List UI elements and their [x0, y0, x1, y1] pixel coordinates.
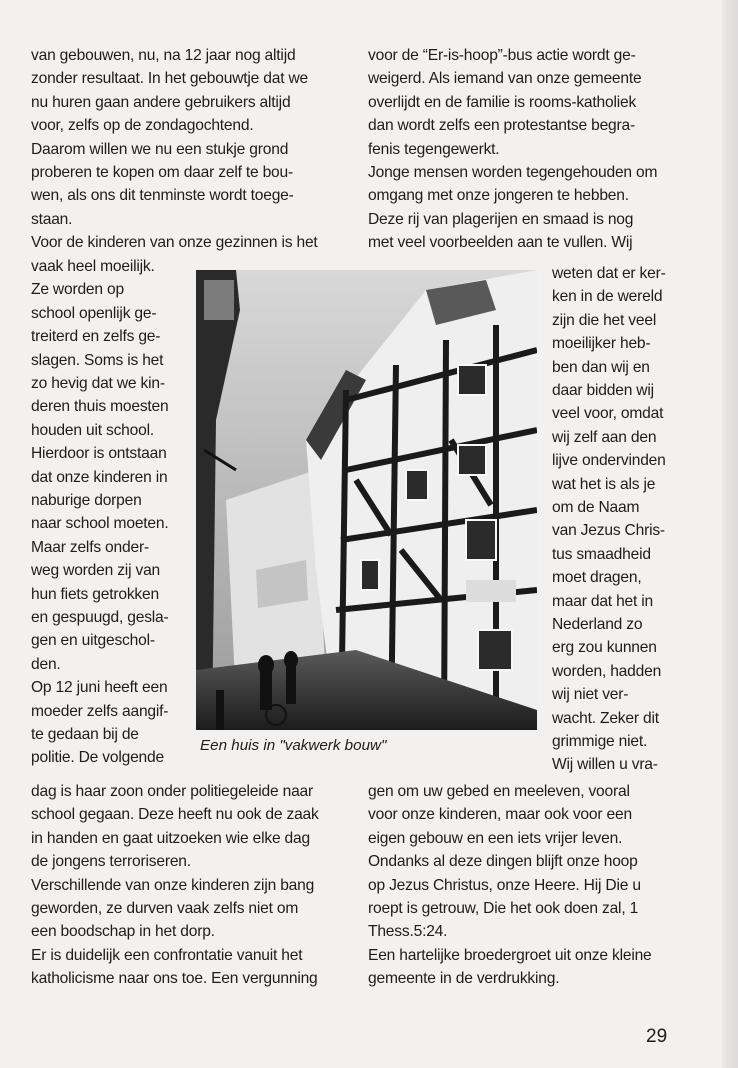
left-wrap-line: moeder zelfs aangif-	[31, 702, 169, 720]
left-wrap-line: Ze worden op	[31, 281, 124, 299]
left-wrap-line: deren thuis moesten	[31, 398, 169, 416]
right-wrap-line: Wij willen u vra-	[552, 756, 658, 774]
right-wrap-line: moet dragen,	[552, 569, 642, 587]
left-column-line: een boodschap in het dorp.	[31, 923, 215, 941]
right-column-line: gemeente in de verdrukking.	[368, 970, 560, 988]
right-column-line: gen om uw gebed en meeleven, vooral	[368, 783, 630, 800]
right-column-line: Jonge mensen worden tegengehouden om	[368, 164, 658, 181]
right-wrap-line: ken in de wereld	[552, 288, 663, 306]
right-column-line: overlijdt en de familie is rooms-katholiek	[368, 93, 637, 111]
right-wrap-line: tus smaadheid	[552, 545, 651, 563]
right-column-line: met veel voorbeelden aan te vullen. Wij	[368, 234, 633, 252]
left-column-line: voor, zelfs op de zondagochtend.	[31, 117, 254, 135]
right-wrap-line: wij zelf aan den	[552, 428, 657, 446]
right-wrap-line: om de Naam	[552, 499, 640, 516]
half-timbered-house-photo	[196, 270, 537, 730]
left-column-line: Daarom willen we nu een stukje grond	[31, 140, 289, 158]
left-wrap-line: weg worden zij van	[31, 562, 161, 580]
photo-illustration	[196, 270, 537, 730]
right-wrap-line: wat het is als je	[552, 475, 656, 493]
left-column-line: van gebouwen, nu, na 12 jaar nog altijd	[31, 47, 296, 64]
right-column-line: omgang met onze jongeren te hebben.	[368, 187, 629, 205]
left-wrap-line: en gespuugd, gesla-	[31, 609, 169, 626]
right-column-line: voor de “Er-is-hoop”-bus actie wordt ge-	[368, 47, 636, 64]
right-wrap-line: daar bidden wij	[552, 382, 654, 399]
left-wrap-line: den.	[31, 655, 61, 673]
left-column-line: nu huren gaan andere gebruikers altijd	[31, 93, 291, 111]
left-wrap-line: school openlijk ge-	[31, 304, 157, 322]
left-column-line: de jongens terroriseren.	[31, 853, 191, 871]
left-column-line: in handen en gaat uitzoeken wie elke dag	[31, 829, 310, 847]
right-wrap-line: wij niet ver-	[552, 686, 629, 704]
left-column-line: staan.	[31, 210, 73, 228]
left-wrap-line: politie. De volgende	[31, 749, 164, 767]
right-column-line: weigerd. Als iemand van onze gemeente	[368, 70, 642, 88]
right-wrap-line: wacht. Zeker dit	[552, 709, 659, 727]
left-wrap-line: hun fiets getrokken	[31, 585, 159, 603]
left-column-line: Er is duidelijk een confrontatie vanuit het	[31, 946, 303, 964]
left-wrap-line: slagen. Soms is het	[31, 351, 164, 369]
left-wrap-line: Op 12 juni heeft een	[31, 679, 168, 697]
right-column-line: Thess.5:24.	[368, 923, 448, 941]
left-wrap-line: Maar zelfs onder-	[31, 538, 149, 556]
left-wrap-line: naburige dorpen	[31, 492, 142, 509]
right-column-line: fenis tegengewerkt.	[368, 140, 500, 158]
left-wrap-line: gen en uitgeschol-	[31, 632, 155, 650]
left-wrap-line: te gedaan bij de	[31, 726, 139, 743]
left-column-line: geworden, ze durven vaak zelfs niet om	[31, 900, 299, 917]
right-wrap-line: worden, hadden	[552, 662, 662, 680]
left-column-line: katholicisme naar ons toe. Een vergunning	[31, 970, 318, 988]
left-column-line: zonder resultaat. In het gebouwtje dat we	[31, 70, 309, 88]
left-column-line: proberen te kopen om daar zelf te bou-	[31, 164, 293, 181]
left-column-line: Voor de kinderen van onze gezinnen is het	[31, 234, 318, 252]
left-wrap-line: naar school moeten.	[31, 515, 169, 533]
adjacent-page-edge	[722, 0, 738, 1068]
right-column-line: voor onze kinderen, maar ook voor een	[368, 806, 632, 824]
left-wrap-line: zo hevig dat we kin-	[31, 375, 165, 392]
right-wrap-line: veel voor, omdat	[552, 405, 664, 423]
right-column-line: roept is getrouw, Die het ook doen zal, 1	[368, 900, 639, 917]
photo-caption: Een huis in "vakwerk bouw"	[200, 737, 387, 754]
left-wrap-line: treiterd en zelfs ge-	[31, 328, 161, 346]
right-wrap-line: van Jezus Chris-	[552, 522, 665, 540]
right-wrap-line: maar dat het in	[552, 592, 654, 610]
right-wrap-line: moeilijker heb-	[552, 335, 651, 353]
left-column-line: wen, als ons dit tenminste wordt toege-	[31, 187, 294, 205]
right-column-line: Een hartelijke broedergroet uit onze kleine	[368, 946, 652, 964]
right-wrap-line: grimmige niet.	[552, 733, 648, 750]
right-wrap-line: weten dat er ker-	[552, 265, 666, 282]
right-column-line: Deze rij van plagerijen en smaad is nog	[368, 210, 634, 228]
page-number: 29	[646, 1026, 668, 1047]
right-column-line: op Jezus Christus, onze Heere. Hij Die u	[368, 876, 641, 894]
right-column-line: Ondanks al deze dingen blijft onze hoop	[368, 853, 638, 871]
right-wrap-line: zijn die het veel	[552, 311, 657, 329]
right-wrap-line: lijve ondervinden	[552, 452, 666, 470]
left-column-line: school gegaan. Deze heeft nu ook de zaak	[31, 806, 319, 824]
right-wrap-line: Nederland zo	[552, 616, 643, 633]
left-column-line: dag is haar zoon onder politiegeleide naar	[31, 783, 314, 800]
left-wrap-line: Hierdoor is ontstaan	[31, 445, 167, 463]
left-column-line: Verschillende van onze kinderen zijn bang	[31, 876, 315, 894]
left-wrap-line: houden uit school.	[31, 421, 154, 439]
right-column-line: dan wordt zelfs een protestantse begra-	[368, 117, 635, 135]
left-wrap-line: vaak heel moeilijk.	[31, 258, 155, 275]
left-wrap-line: dat onze kinderen in	[31, 468, 168, 486]
right-wrap-line: ben dan wij en	[552, 358, 650, 376]
right-column-line: eigen gebouw en een iets vrijer leven.	[368, 829, 623, 847]
right-wrap-line: erg zou kunnen	[552, 639, 657, 657]
